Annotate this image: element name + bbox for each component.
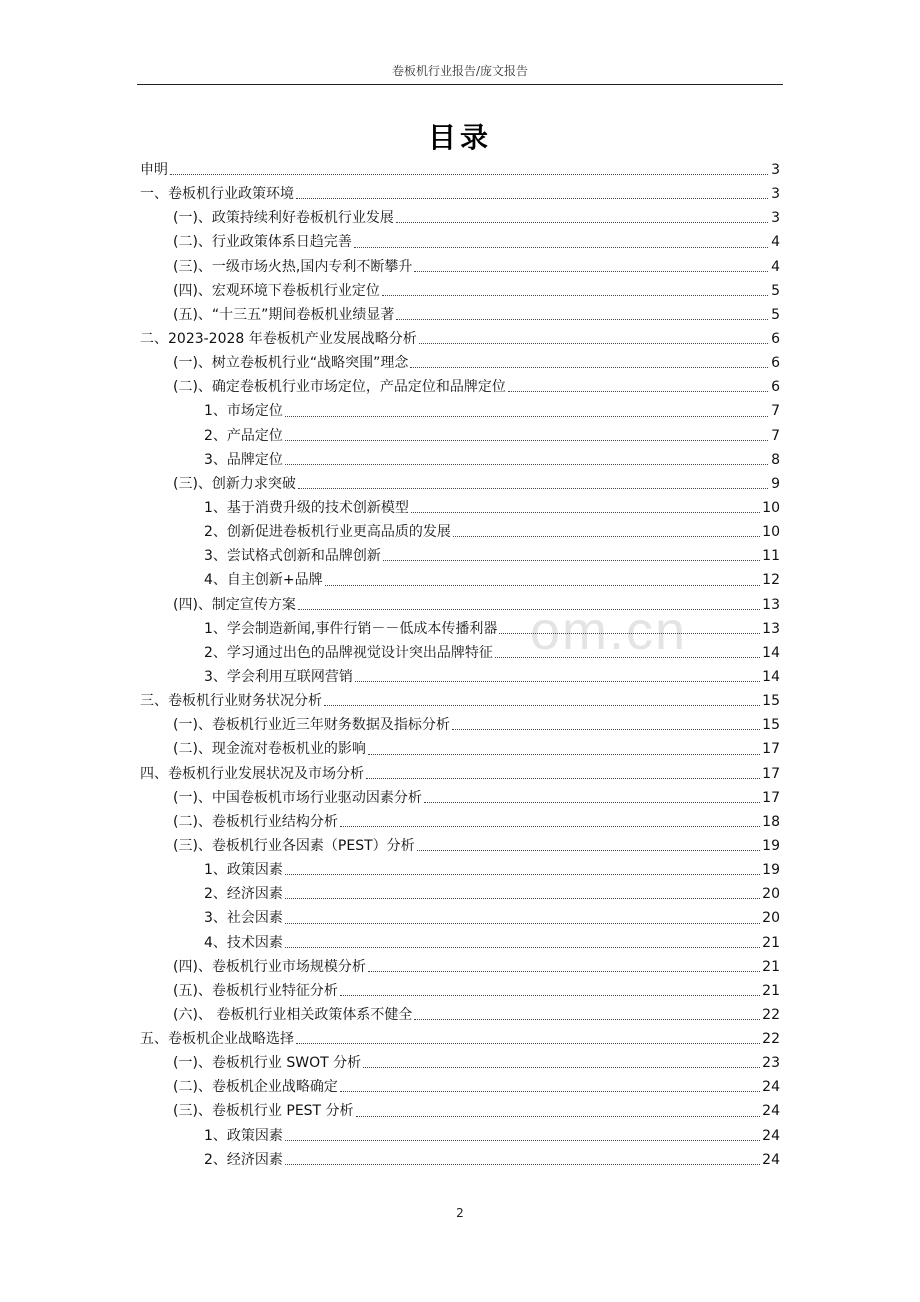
toc-entry-title: (一)、卷板机行业近三年财务数据及指标分析 — [173, 717, 450, 734]
toc-entry[interactable] — [140, 472, 780, 496]
dot-leader — [368, 753, 760, 755]
toc-entry[interactable] — [140, 351, 780, 375]
toc-entry-page: 22 — [762, 1006, 780, 1023]
dot-leader — [410, 366, 768, 368]
dot-leader — [417, 849, 761, 851]
toc-entry-page: 3 — [771, 162, 780, 178]
toc-entry-title: (二)、确定卷板机行业市场定位，产品定位和品牌定位 — [173, 379, 506, 396]
toc-entry-title: (三)、卷板机行业各因素（PEST）分析 — [173, 837, 415, 854]
dot-leader — [285, 1139, 760, 1141]
toc-entry-page: 3 — [771, 210, 780, 227]
toc-entry-title: (三)、创新力求突破 — [173, 475, 296, 492]
toc-entry-title: (三)、卷板机行业 PEST 分析 — [173, 1103, 354, 1120]
toc-entry[interactable] — [140, 931, 780, 955]
toc-entry[interactable] — [140, 665, 780, 689]
toc-entry-page: 21 — [762, 982, 780, 999]
toc-entry[interactable] — [140, 255, 780, 279]
dot-leader — [499, 632, 760, 634]
toc-entry-page: 10 — [762, 524, 780, 541]
toc-entry[interactable] — [140, 158, 780, 182]
toc-entry-title: 四、卷板机行业发展状况及市场分析 — [140, 765, 364, 782]
dot-leader — [285, 439, 768, 441]
toc-entry[interactable] — [140, 230, 780, 254]
watermark: om.cn — [530, 601, 688, 661]
toc-entry-title: 五、卷板机企业战略选择 — [140, 1031, 294, 1048]
toc-entry[interactable] — [140, 786, 780, 810]
toc-entry[interactable] — [140, 834, 780, 858]
toc-entry[interactable] — [140, 375, 780, 399]
toc-entry[interactable] — [140, 810, 780, 834]
dot-leader — [356, 1115, 761, 1117]
dot-leader — [285, 946, 760, 948]
toc-entry-title: (六)、 卷板机行业相关政策体系不健全 — [173, 1006, 413, 1023]
toc-entry[interactable] — [140, 1124, 780, 1148]
toc-entry[interactable] — [140, 979, 780, 1003]
dot-leader — [368, 970, 760, 972]
toc-entry[interactable] — [140, 182, 780, 206]
dot-leader — [363, 1066, 760, 1068]
toc-entry-title: (四)、卷板机行业市场规模分析 — [173, 958, 366, 975]
toc-entry-page: 24 — [762, 1079, 780, 1096]
toc-entry-title: 2、经济因素 — [204, 1151, 283, 1168]
toc-entry-page: 15 — [762, 717, 780, 734]
toc-entry-title: (五)、“十三五”期间卷板机业绩显著 — [173, 306, 395, 323]
toc-entry-title: 3、品牌定位 — [204, 451, 283, 468]
toc-entry-page: 17 — [762, 765, 780, 782]
toc-entry-title: (三)、一级市场火热,国内专利不断攀升 — [173, 258, 413, 275]
toc-entry-title: 一、卷板机行业政策环境 — [140, 186, 294, 203]
running-header: 卷板机行业报告/庞文报告 — [391, 64, 529, 78]
toc-entry-title: (二)、卷板机企业战略确定 — [173, 1079, 338, 1096]
dot-leader — [396, 221, 768, 223]
dot-leader — [411, 511, 760, 513]
dot-leader — [285, 415, 768, 417]
toc-entry[interactable] — [140, 206, 780, 230]
toc-entry-title: (二)、行业政策体系日趋完善 — [173, 234, 352, 251]
toc-entry[interactable] — [140, 279, 780, 303]
toc-entry[interactable] — [140, 689, 780, 713]
toc-entry-page: 9 — [771, 475, 780, 492]
dot-leader — [324, 704, 760, 706]
dot-leader — [170, 173, 768, 175]
dot-leader — [383, 559, 760, 561]
toc-entry[interactable] — [140, 617, 780, 641]
dot-leader — [296, 197, 768, 199]
toc-entry-page: 20 — [762, 910, 780, 927]
toc-entry-title: (一)、卷板机行业 SWOT 分析 — [173, 1055, 362, 1072]
toc-entry-page: 19 — [762, 837, 780, 854]
toc-entry-title: 3、学会利用互联网营销 — [204, 668, 353, 685]
dot-leader — [453, 535, 760, 537]
toc-entry[interactable] — [140, 1075, 780, 1099]
toc-entry-title: 1、基于消费升级的技术创新模型 — [204, 499, 409, 516]
toc-entry[interactable] — [140, 303, 780, 327]
toc-entry-title: (一)、树立卷板机行业“战略突围”理念 — [173, 355, 409, 372]
toc-entry-page: 4 — [771, 234, 780, 251]
toc-entry[interactable] — [140, 593, 780, 617]
toc-entry[interactable] — [140, 641, 780, 665]
dot-leader — [325, 584, 761, 586]
dot-leader — [340, 825, 760, 827]
toc-entry-title: 1、政策因素 — [204, 862, 283, 879]
toc-entry-page: 6 — [771, 355, 780, 372]
dot-leader — [366, 777, 760, 779]
toc-entry-page: 21 — [762, 934, 780, 951]
toc-entry[interactable] — [140, 568, 780, 592]
toc-entry[interactable] — [140, 737, 780, 761]
toc-entry-page: 24 — [762, 1127, 780, 1144]
toc-entry-page: 20 — [762, 886, 780, 903]
toc-entry-page: 6 — [771, 330, 780, 347]
toc-entry-page: 7 — [771, 427, 780, 444]
dot-leader — [285, 463, 768, 465]
toc-entry[interactable] — [140, 1003, 780, 1027]
toc-entry[interactable] — [140, 1148, 780, 1172]
dot-leader — [355, 680, 760, 682]
toc-entry-title: 1、政策因素 — [204, 1127, 283, 1144]
toc-entry-title: 三、卷板机行业财务状况分析 — [140, 693, 322, 710]
toc-entry-page: 11 — [762, 548, 780, 565]
dot-leader — [424, 801, 760, 803]
toc-entry-title: (二)、卷板机行业结构分析 — [173, 813, 338, 830]
toc-entry-page: 17 — [762, 741, 780, 758]
dot-leader — [382, 294, 768, 296]
toc-entry-title: 2、经济因素 — [204, 886, 283, 903]
toc-entry-page: 4 — [771, 258, 780, 275]
table-of-contents — [140, 158, 780, 1172]
toc-entry-title: 2、产品定位 — [204, 427, 283, 444]
toc-entry-title: 2、创新促进卷板机行业更高品质的发展 — [204, 524, 451, 541]
dot-leader — [296, 1042, 760, 1044]
toc-entry[interactable] — [140, 424, 780, 448]
toc-entry-page: 3 — [771, 186, 780, 203]
toc-entry-title: (五)、卷板机行业特征分析 — [173, 982, 338, 999]
toc-entry-page: 13 — [762, 596, 780, 613]
dot-leader — [298, 487, 768, 489]
toc-entry-title: (四)、制定宣传方案 — [173, 596, 296, 613]
toc-entry-title: 4、技术因素 — [204, 934, 283, 951]
toc-entry-page: 8 — [771, 451, 780, 468]
toc-entry[interactable] — [140, 1099, 780, 1123]
page-number: 2 — [456, 1206, 464, 1220]
toc-entry[interactable] — [140, 327, 780, 351]
dot-leader — [508, 390, 768, 392]
toc-entry-page: 10 — [762, 499, 780, 516]
toc-entry-title: (一)、政策持续利好卷板机行业发展 — [173, 210, 394, 227]
toc-entry-title: (二)、现金流对卷板机业的影响 — [173, 741, 366, 758]
dot-leader — [285, 897, 760, 899]
toc-entry-page: 7 — [771, 403, 780, 420]
toc-entry-title: 2、学习通过出色的品牌视觉设计突出品牌特征 — [204, 644, 493, 661]
toc-entry-page: 12 — [762, 572, 780, 589]
toc-entry[interactable] — [140, 544, 780, 568]
toc-entry-page: 6 — [771, 379, 780, 396]
toc-entry-page: 5 — [771, 282, 780, 299]
toc-entry-title: 1、市场定位 — [204, 403, 283, 420]
toc-entry-page: 22 — [762, 1031, 780, 1048]
dot-leader — [396, 318, 768, 320]
toc-entry-page: 14 — [762, 644, 780, 661]
dot-leader — [354, 246, 768, 248]
toc-entry-page: 24 — [762, 1103, 780, 1120]
toc-entry[interactable] — [140, 882, 780, 906]
dot-leader — [495, 656, 760, 658]
dot-leader — [298, 608, 760, 610]
toc-entry[interactable] — [140, 1027, 780, 1051]
dot-leader — [414, 270, 768, 272]
toc-entry-title: 二、2023-2028 年卷板机产业发展战略分析 — [140, 330, 417, 347]
header-rule — [137, 84, 783, 85]
toc-entry-page: 13 — [762, 620, 780, 637]
dot-leader — [419, 342, 768, 344]
dot-leader — [340, 994, 760, 996]
toc-entry-page: 19 — [762, 862, 780, 879]
toc-entry[interactable] — [140, 448, 780, 472]
toc-entry-title: 4、自主创新+品牌 — [204, 572, 323, 589]
toc-entry[interactable] — [140, 1051, 780, 1075]
dot-leader — [414, 1018, 760, 1020]
toc-entry[interactable] — [140, 399, 780, 423]
toc-entry-title: 3、社会因素 — [204, 910, 283, 927]
toc-entry-page: 18 — [762, 813, 780, 830]
toc-entry[interactable] — [140, 520, 780, 544]
page-title: 目录 — [427, 121, 492, 154]
toc-entry[interactable] — [140, 713, 780, 737]
dot-leader — [452, 728, 760, 730]
toc-entry-page: 15 — [762, 693, 780, 710]
dot-leader — [285, 1163, 760, 1165]
toc-entry-title: 申明 — [140, 162, 168, 178]
toc-entry-page: 14 — [762, 668, 780, 685]
toc-entry-page: 5 — [771, 306, 780, 323]
toc-entry-title: 3、尝试格式创新和品牌创新 — [204, 548, 381, 565]
toc-entry-page: 17 — [762, 789, 780, 806]
toc-entry-title: (一)、中国卷板机市场行业驱动因素分析 — [173, 789, 422, 806]
toc-entry[interactable] — [140, 496, 780, 520]
toc-entry-page: 24 — [762, 1151, 780, 1168]
toc-entry-page: 21 — [762, 958, 780, 975]
toc-entry-title: 1、学会制造新闻,事件行销－－低成本传播利器 — [204, 620, 498, 637]
dot-leader — [340, 1090, 760, 1092]
toc-entry[interactable] — [140, 762, 780, 786]
toc-entry[interactable] — [140, 955, 780, 979]
toc-entry[interactable] — [140, 858, 780, 882]
dot-leader — [285, 922, 760, 924]
toc-entry-page: 23 — [762, 1055, 780, 1072]
toc-entry[interactable] — [140, 906, 780, 930]
toc-entry-title: (四)、宏观环境下卷板机行业定位 — [173, 282, 380, 299]
dot-leader — [285, 873, 760, 875]
